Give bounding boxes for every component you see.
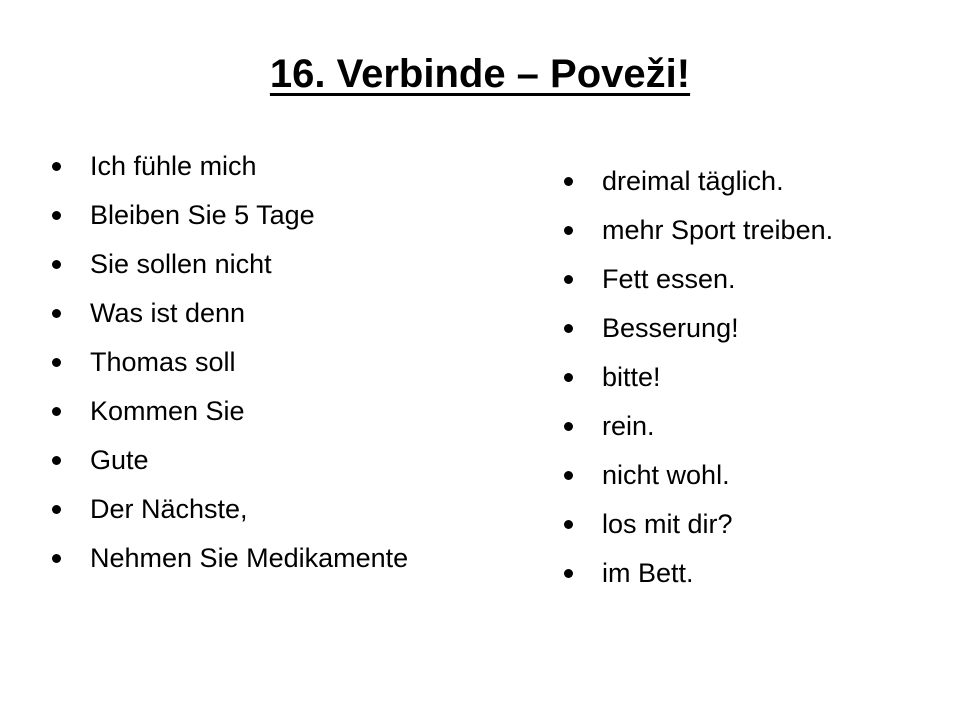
list-item-text: Der Nächste, [90,494,248,524]
list-item-text: Gute [90,445,149,475]
bullet-icon [52,554,61,563]
bullet-icon [52,211,61,220]
slide-title [0,46,960,102]
list-item [50,436,510,485]
bullet-icon [564,373,573,382]
list-item [50,387,510,436]
list-item [50,191,510,240]
list-item-text: Sie sollen nicht [90,249,272,279]
bullet-icon [52,505,61,514]
list-item [50,485,510,534]
bullet-icon [52,456,61,465]
list-item [562,549,942,598]
list-item-text: Fett essen. [602,264,736,294]
bullet-icon [564,324,573,333]
bullet-icon [52,309,61,318]
list-item [50,289,510,338]
list-item-text: Kommen Sie [90,396,245,426]
list-item-text: nicht wohl. [602,460,730,490]
list-item-text: rein. [602,411,655,441]
list-item-text: Bleiben Sie 5 Tage [90,200,315,230]
right-phrase-list [562,157,942,598]
bullet-icon [52,260,61,269]
list-item [562,451,942,500]
list-item [50,338,510,387]
list-item [562,206,942,255]
left-phrase-list [50,142,510,583]
bullet-icon [52,162,61,171]
bullet-icon [52,407,61,416]
list-item [562,304,942,353]
list-item-text: Besserung! [602,313,739,343]
bullet-icon [564,177,573,186]
list-item [50,534,510,583]
bullet-icon [564,275,573,284]
list-item [562,500,942,549]
bullet-icon [564,569,573,578]
list-item-text: Thomas soll [90,347,236,377]
list-item [562,402,942,451]
list-item-text: Ich fühle mich [90,151,257,181]
list-item-text: mehr Sport treiben. [602,215,834,245]
bullet-icon [564,471,573,480]
list-item [50,142,510,191]
list-item-text: im Bett. [602,558,694,588]
list-item-text: Was ist denn [90,298,246,328]
list-item-text: dreimal täglich. [602,166,784,196]
list-item-text: los mit dir? [602,509,733,539]
list-item-text: bitte! [602,362,661,392]
bullet-icon [52,358,61,367]
list-item-text: Nehmen Sie Medikamente [90,543,409,573]
bullet-icon [564,520,573,529]
list-item [562,353,942,402]
slide-title-text: 16. Verbinde – Poveži! [269,52,691,96]
list-item [562,157,942,206]
list-item [562,255,942,304]
list-item [50,240,510,289]
bullet-icon [564,422,573,431]
bullet-icon [564,226,573,235]
